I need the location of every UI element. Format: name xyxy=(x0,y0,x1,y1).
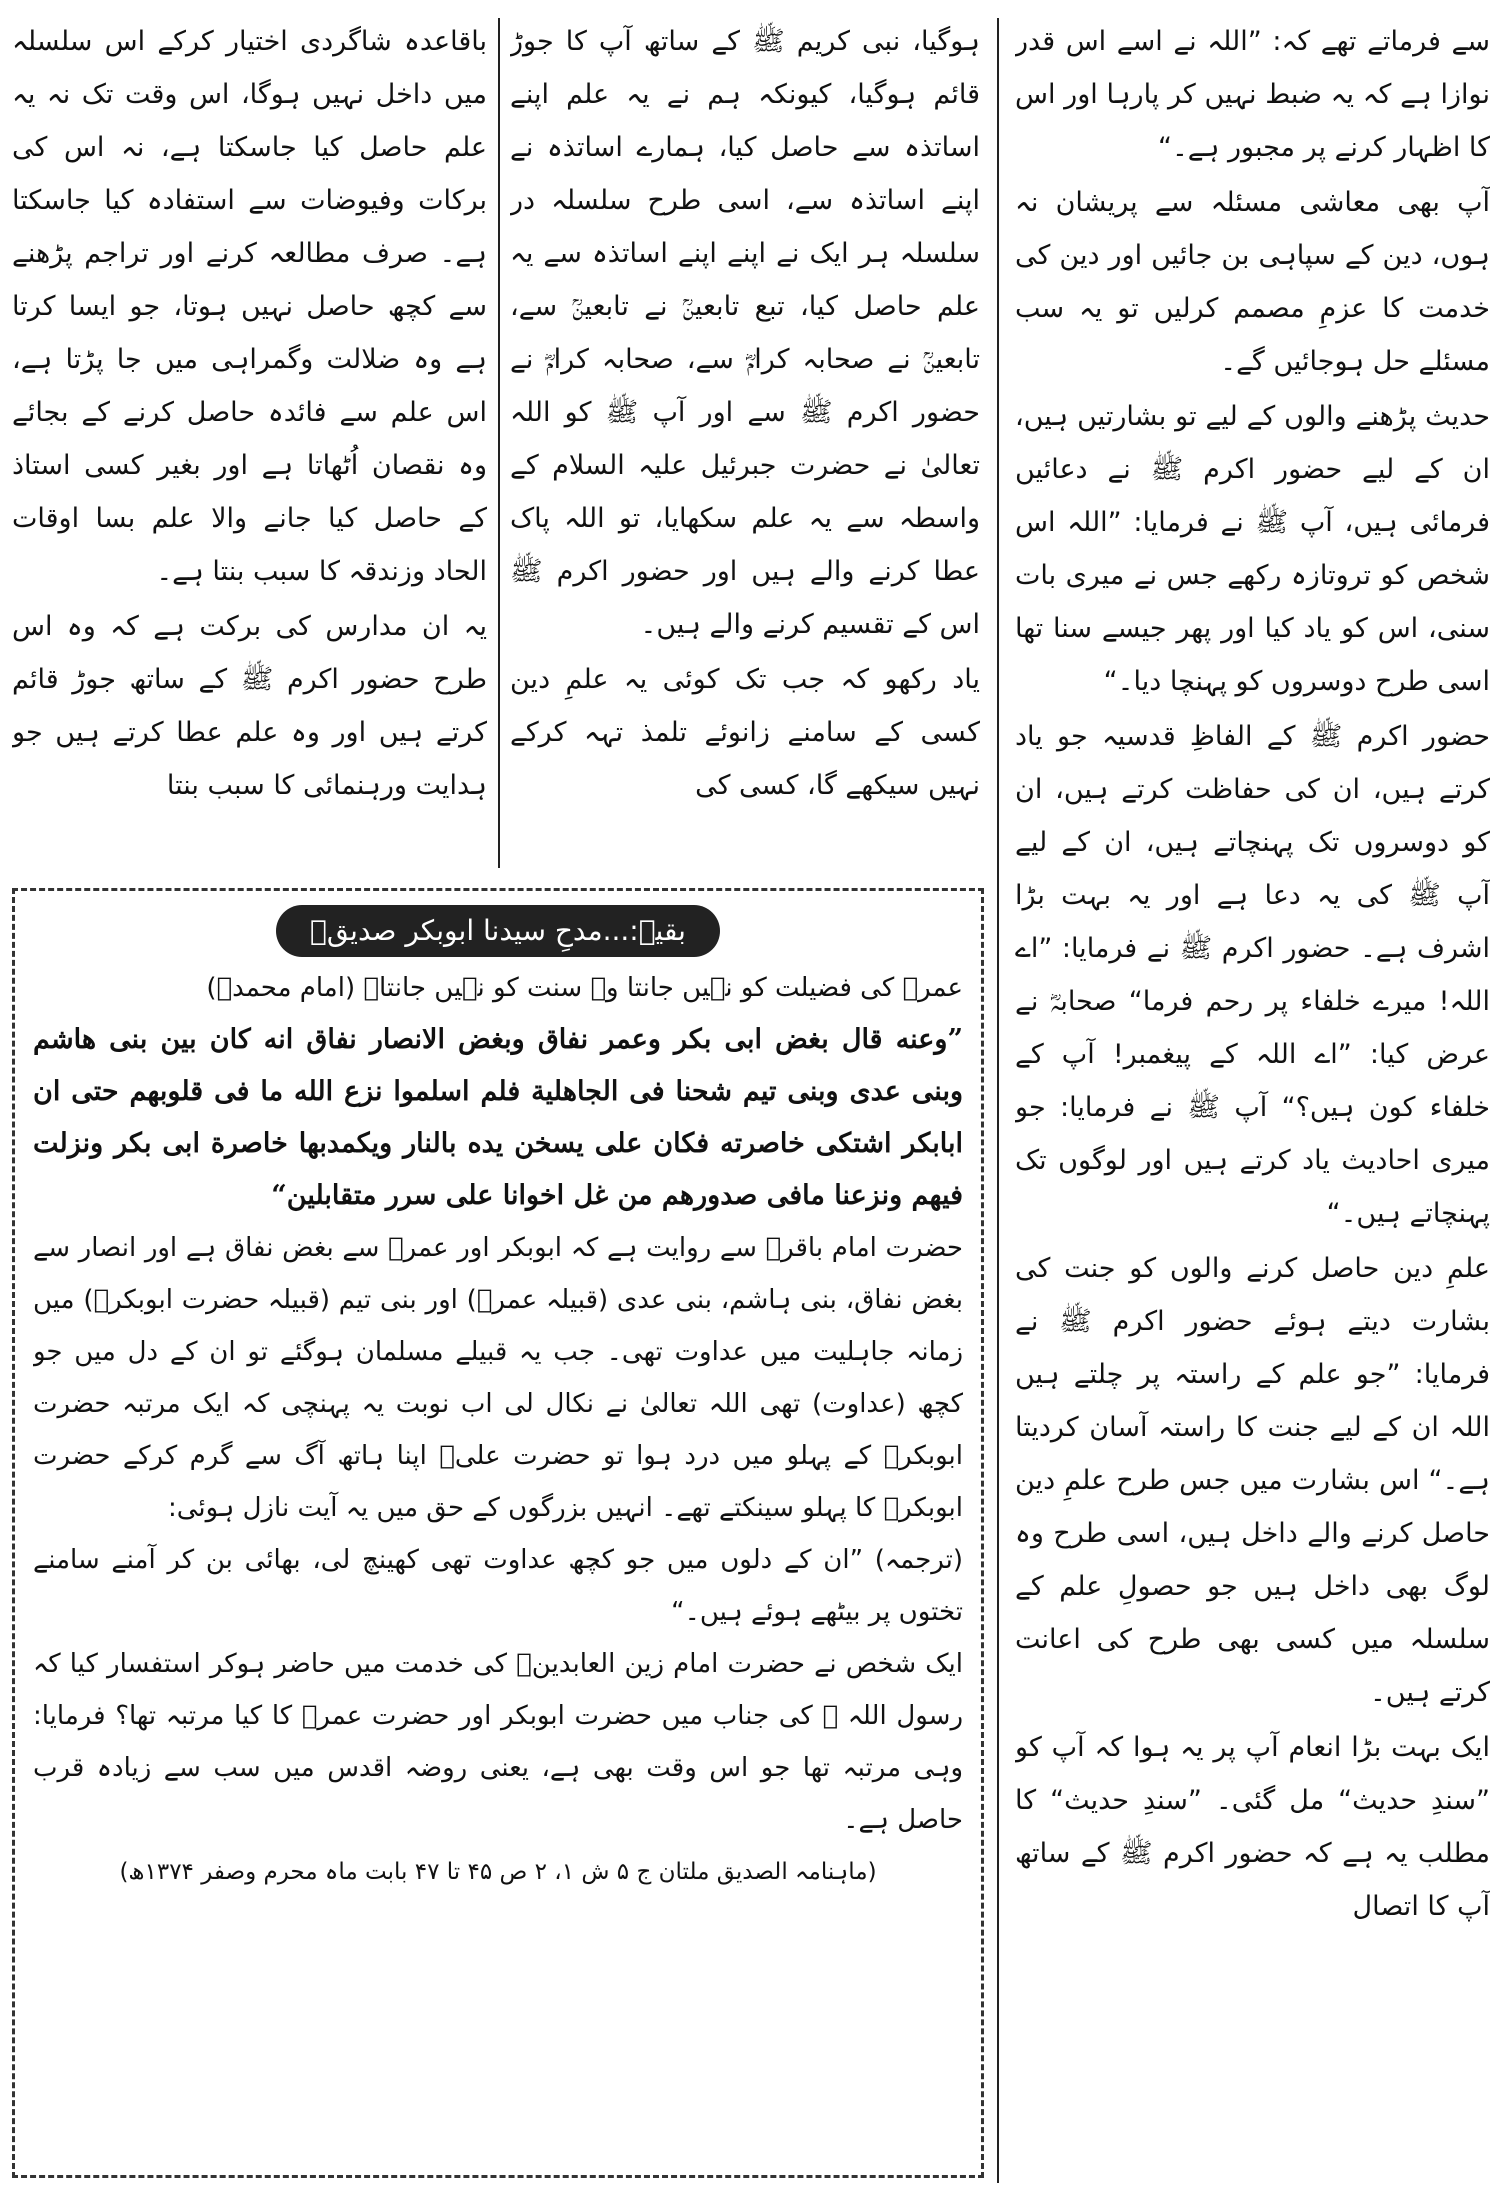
paragraph: یاد رکھو کہ جب تک کوئی یہ علمِ دین کسی کے سامنے زانوئے تلمذ تہہ کرکے نہیں سیکھے گا، کسی کی xyxy=(510,664,980,801)
boxed-continuation-article xyxy=(12,888,984,2178)
column-divider xyxy=(498,18,500,868)
right-column xyxy=(1015,15,1490,2185)
middle-column xyxy=(510,15,980,875)
paragraph: آپ بھی معاشی مسئلہ سے پریشان نہ ہوں، دین کے سپاہی بن جائیں اور دین کی خدمت کا عزمِ مصمم کرلیں تو یہ سب مسئلے حل ہوجائیں گے۔ xyxy=(1015,187,1490,377)
left-column xyxy=(12,15,487,875)
column-divider xyxy=(997,18,999,2183)
paragraph: ایک بہت بڑا انعام آپ پر یہ ہوا کہ آپ کو ”سندِ حدیث“ مل گئی۔ ”سندِ حدیث“ کا مطلب یہ ہے کہ حضور اکرم ﷺ کے ساتھ آپ کا اتصال xyxy=(1015,1732,1490,1922)
paragraph: حضور اکرم ﷺ کے الفاظِ قدسیہ جو یاد کرتے ہیں، ان کی حفاظت کرتے ہیں، ان کو دوسروں تک پہنچاتے ہیں، ان کے لیے آپ ﷺ کی یہ دعا ہے اور یہ بہت بڑا اشرف ہے۔ حضور اکرم ﷺ نے فرمایا: ”اے اللہ! میرے خلفاء پر رحم فرما“ صحابہؓ نے عرض کیا: ”اے اللہ کے پیغمبر! آپ کے خلفاء کون ہیں؟“ آپ ﷺ نے فرمایا: جو میری احادیث یاد کرتے ہیں اور لوگوں تک پہنچاتے ہیں۔“ xyxy=(1015,721,1490,1229)
source-citation: (ماہنامہ الصدیق ملتان ج ۵ ش ۱، ۲ ص ۴۵ تا ۴۷ بابت ماہ محرم وصفر ۱۳۷۴ھ) xyxy=(119,1859,877,1885)
translation-paragraph: (ترجمہ) ”ان کے دلوں میں جو کچھ عداوت تھی کھینچ لی، بھائی بن کر آمنے سامنے تختوں پر بیٹھے ہوئے ہیں۔“ xyxy=(33,1545,963,1627)
paragraph: باقاعدہ شاگردی اختیار کرکے اس سلسلہ میں داخل نہیں ہوگا، اس وقت تک نہ یہ علم حاصل کیا جاسکتا ہے، نہ اس کی برکات وفیوضات سے استفادہ کیا جاسکتا ہے۔ صرف مطالعہ کرنے اور تراجم پڑھنے سے کچھ حاصل نہیں ہوتا، جو ایسا کرتا ہے وہ ضلالت وگمراہی میں جا پڑتا ہے، اس علم سے فائدہ حاصل کرنے کے بجائے وہ نقصان اُٹھاتا ہے اور بغیر کسی استاذ کے حاصل کیا جانے والا علم بسا اوقات الحاد وزندقہ کا سبب بنتا ہے۔ xyxy=(12,26,487,587)
box-content xyxy=(33,905,963,2161)
paragraph: یہ ان مدارس کی برکت ہے کہ وہ اس طرح حضور اکرم ﷺ کے ساتھ جوڑ قائم کرتے ہیں اور وہ علم عطا کرتے ہیں جو ہدایت ورہنمائی کا سبب بنتا xyxy=(12,611,487,801)
arabic-quote: ”وعنه قال بغض ابی بکر وعمر نفاق وبغض الانصار نفاق انه کان بین بنی هاشم وبنی عدی وبنی تیم شحنا فی الجاهلیة فلم اسلموا نزع الله ما فی قلوبهم حتی ان ابابکر اشتکی خاصرته فکان علی یسخن یده بالنار ویکمدبها خاصرة ابی بکر ونزلت فیهم ونزعنا مافی صدورهم من غل اخوانا علی سرر متقابلین“ xyxy=(33,1024,963,1211)
paragraph: ایک شخص نے حضرت امام زین العابدینؒ کی خدمت میں حاضر ہوکر استفسار کیا کہ رسول اللہ ﷺ کی جناب میں حضرت ابوبکر اور حضرت عمرؓ کا کیا مرتبہ تھا؟ فرمایا: وہی مرتبہ تھا جو اس وقت بھی ہے، یعنی روضہ اقدس میں سب سے زیادہ قرب حاصل ہے۔ xyxy=(33,1649,963,1835)
paragraph: حدیث پڑھنے والوں کے لیے تو بشارتیں ہیں، ان کے لیے حضور اکرم ﷺ نے دعائیں فرمائی ہیں، آپ ﷺ نے فرمایا: ”اللہ اس شخص کو تروتازہ رکھے جس نے میری بات سنی، اس کو یاد کیا اور پھر جیسے سنا تھا اسی طرح دوسروں کو پہنچا دیا۔“ xyxy=(1015,401,1490,697)
paragraph: ہوگیا، نبی کریم ﷺ کے ساتھ آپ کا جوڑ قائم ہوگیا، کیونکہ ہم نے یہ علم اپنے اساتذہ سے حاصل کیا، ہمارے اساتذہ نے اپنے اساتذہ سے، اسی طرح سلسلہ در سلسلہ ہر ایک نے اپنے اپنے اساتذہ سے یہ علم حاصل کیا، تبع تابعینؒ نے تابعینؒ سے، تابعینؒ نے صحابہ کرامؓ سے، صحابہ کرامؓ نے حضور اکرم ﷺ سے اور آپ ﷺ کو اللہ تعالیٰ نے حضرت جبرئیل علیہ السلام کے واسطہ سے یہ علم سکھایا، تو اللہ پاک عطا کرنے والے ہیں اور حضور اکرم ﷺ اس کے تقسیم کرنے والے ہیں۔ xyxy=(510,26,980,640)
paragraph: عمرؓ کی فضیلت کو نہیں جانتا وہ سنت کو نہیں جانتا۔ (امام محمدؒ) xyxy=(206,973,963,1003)
paragraph: علمِ دین حاصل کرنے والوں کو جنت کی بشارت دیتے ہوئے حضور اکرم ﷺ نے فرمایا: ”جو علم کے راستہ پر چلتے ہیں اللہ ان کے لیے جنت کا راستہ آسان کردیتا ہے۔“ اس بشارت میں جس طرح علمِ دین حاصل کرنے والے داخل ہیں، اسی طرح وہ لوگ بھی داخل ہیں جو حصولِ علم کے سلسلہ میں کسی بھی طرح کی اعانت کرتے ہیں۔ xyxy=(1015,1253,1490,1708)
paragraph: حضرت امام باقرؒ سے روایت ہے کہ ابوبکر اور عمرؓ سے بغض نفاق ہے اور انصار سے بغض نفاق، بنی ہاشم، بنی عدی (قبیلہ عمرؓ) اور بنی تیم (قبیلہ حضرت ابوبکرؓ) میں زمانہ جاہلیت میں عداوت تھی۔ جب یہ قبیلے مسلمان ہوگئے تو ان کے دل میں جو کچھ (عداوت) تھی اللہ تعالیٰ نے نکال لی اب نوبت یہ پہنچی کہ ایک مرتبہ حضرت ابوبکرؓ کے پہلو میں درد ہوا تو حضرت علیؓ اپنا ہاتھ آگ سے گرم کرکے حضرت ابوبکرؓ کا پہلو سینکتے تھے۔ انہیں بزرگوں کے حق میں یہ آیت نازل ہوئی: xyxy=(33,1233,963,1523)
paragraph: سے فرماتے تھے کہ: ”اللہ نے اسے اس قدر نوازا ہے کہ یہ ضبط نہیں کر پارہا اور اس کا اظہار کرنے پر مجبور ہے۔“ xyxy=(1015,26,1490,163)
box-title-banner: بقیہ:...مدحِ سیدنا ابوبکر صدیقؓ xyxy=(276,905,720,957)
